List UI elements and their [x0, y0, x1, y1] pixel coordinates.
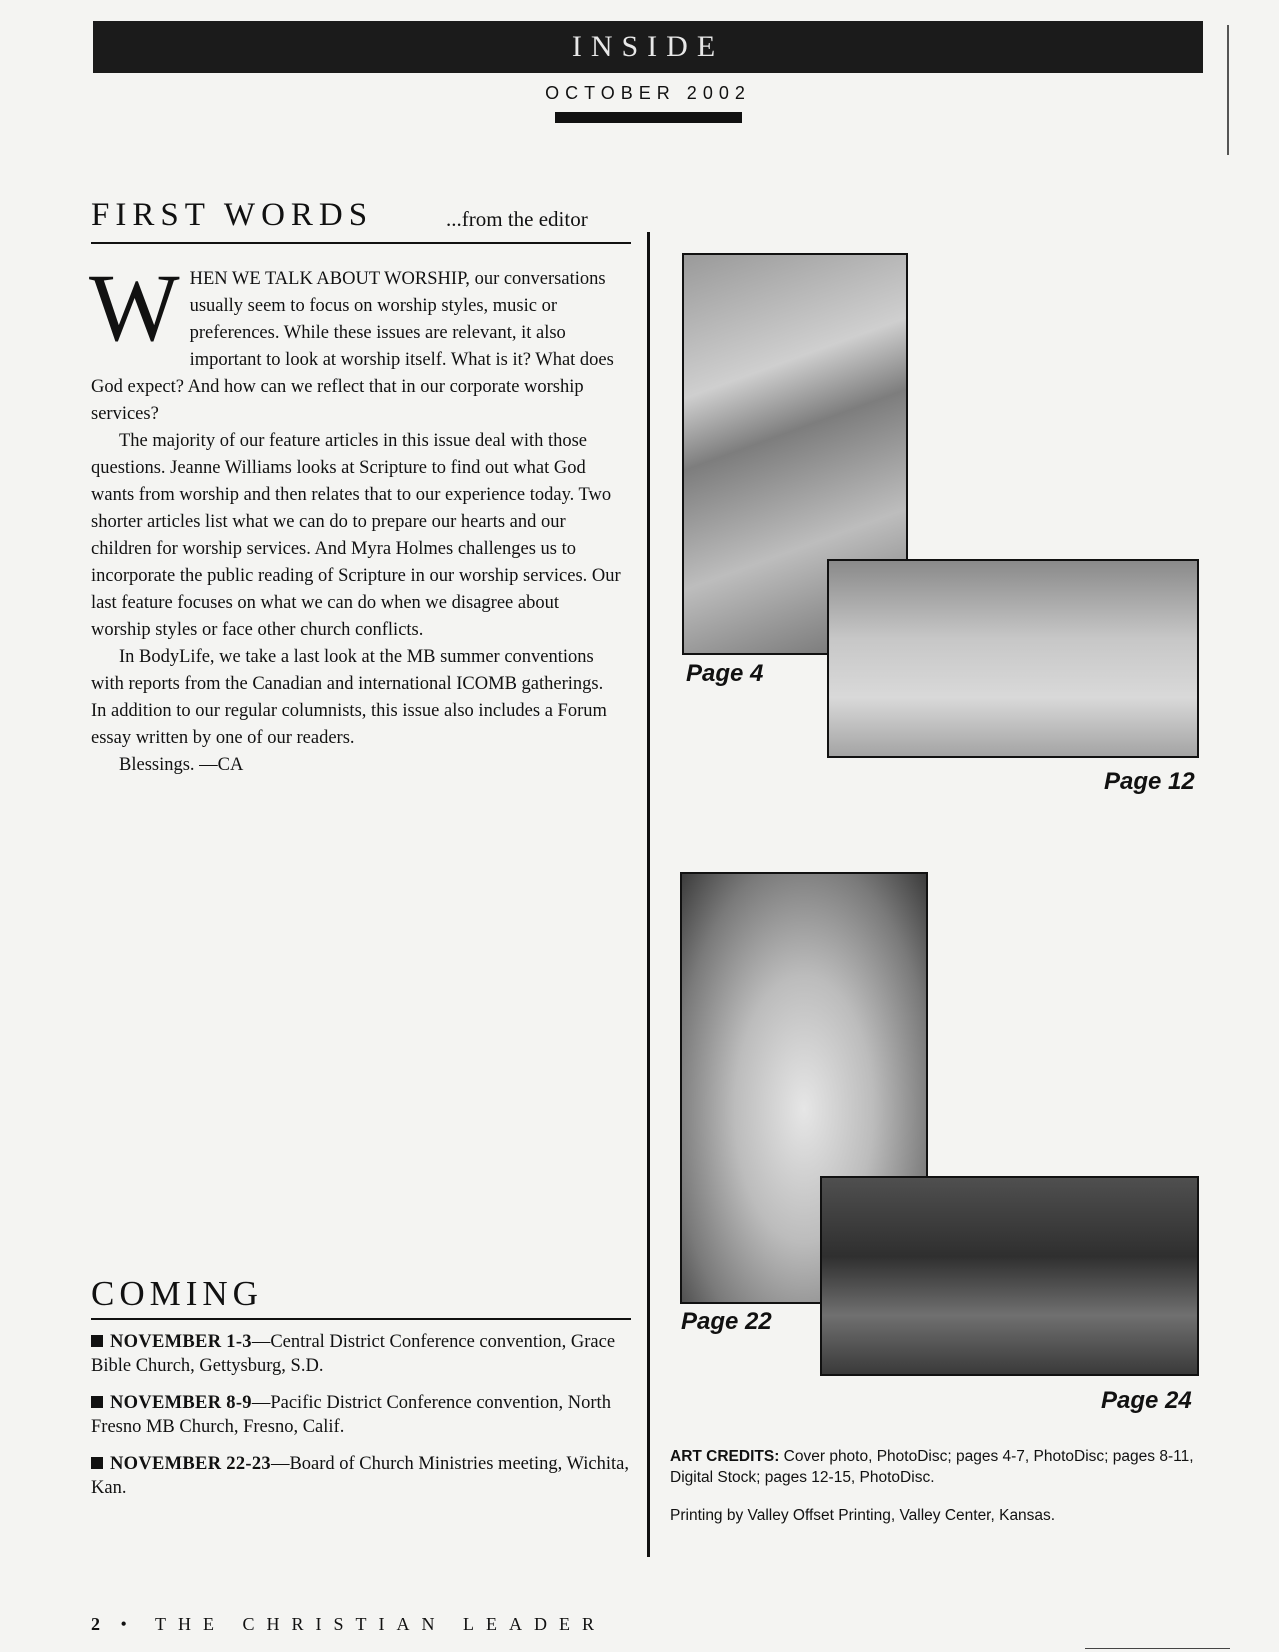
editorial-article	[89, 254, 621, 779]
article-paragraph-3: In BodyLife, we take a last look at the MB summer conventions with reports from the Canadian and international ICOMB gatherings. In addition to our regular columnists, this issue also includes a Forum essay written by one of our readers.	[91, 647, 607, 748]
event-item	[91, 1330, 631, 1378]
printing-credit: Printing by Valley Offset Printing, Valley Center, Kansas.	[670, 1507, 1056, 1524]
photo-page-24	[820, 1176, 1199, 1376]
photo-caption-page-4: Page 4	[686, 660, 764, 687]
event-description: —Central District Conference convention, Grace Bible Church, Gettysburg, S.D.	[91, 1332, 616, 1376]
page-number: 2	[91, 1614, 104, 1634]
page-footer	[91, 1613, 606, 1635]
event-description: —Board of Church Ministries meeting, Wichita, Kan.	[91, 1454, 629, 1498]
page-edge-line	[1227, 25, 1229, 155]
photo-page-12	[827, 559, 1199, 758]
bullet-square-icon	[91, 1335, 103, 1347]
banner-title: INSIDE	[571, 30, 725, 63]
coming-title: COMING	[91, 1274, 263, 1313]
coming-events-list	[91, 1330, 631, 1513]
event-description: —Pacific District Conference convention, North Fresno MB Church, Fresno, Calif.	[91, 1393, 611, 1437]
first-words-rule	[91, 242, 631, 244]
art-credits-text: Cover photo, PhotoDisc; pages 4-7, PhotoDisc; pages 8-11, Digital Stock; pages 12-15, PhotoDisc.	[670, 1448, 1194, 1486]
first-words-subtitle: ...from the editor	[446, 207, 588, 231]
bullet-square-icon	[91, 1396, 103, 1408]
bullet-square-icon	[91, 1457, 103, 1469]
footer-separator: •	[104, 1614, 155, 1634]
event-item	[91, 1391, 631, 1439]
drop-cap: W	[89, 254, 180, 361]
article-paragraph-1	[89, 254, 621, 428]
article-paragraph-1-text: our conversations usually seem to focus on worship styles, music or preferences. While these issues are relevant, it also important to look at worship itself. What is it? What does God expect? And how can we reflect that in our corporate worship services?	[91, 269, 614, 424]
event-date: NOVEMBER 1-3	[110, 1332, 252, 1352]
article-paragraph-2: The majority of our feature articles in this issue deal with those questions. Jeanne Williams looks at Scripture to find out what God wants from worship and then relates that to our experience today. Two shorter articles list what we can do to prepare our hearts and our children for worship services. And Myra Holmes challenges us to incorporate the public reading of Scripture in our worship services. Our last feature focuses on what we can do when we disagree about worship styles or face other church conflicts.	[91, 431, 621, 640]
first-words-title: FIRST WORDS	[91, 197, 374, 233]
photo-caption-page-12: Page 12	[1104, 768, 1195, 795]
event-date: NOVEMBER 8-9	[110, 1393, 252, 1413]
publication-name: THE CHRISTIAN LEADER	[154, 1614, 606, 1634]
date-underline-bar	[555, 112, 742, 123]
photo-caption-page-22: Page 22	[681, 1308, 772, 1335]
article-lead-in: HEN WE TALK ABOUT WORSHIP,	[189, 269, 470, 289]
event-item	[91, 1452, 631, 1500]
article-signoff: Blessings. —CA	[119, 755, 244, 775]
coming-rule	[91, 1318, 631, 1320]
first-words-heading	[91, 196, 631, 236]
art-credits	[670, 1446, 1210, 1488]
photo-caption-page-24: Page 24	[1101, 1387, 1192, 1414]
event-date: NOVEMBER 22-23	[110, 1454, 271, 1474]
art-credits-label: ART CREDITS:	[670, 1448, 780, 1465]
footer-rule	[1085, 1648, 1230, 1649]
column-divider	[647, 232, 650, 1557]
issue-date: OCTOBER 2002	[545, 83, 751, 103]
